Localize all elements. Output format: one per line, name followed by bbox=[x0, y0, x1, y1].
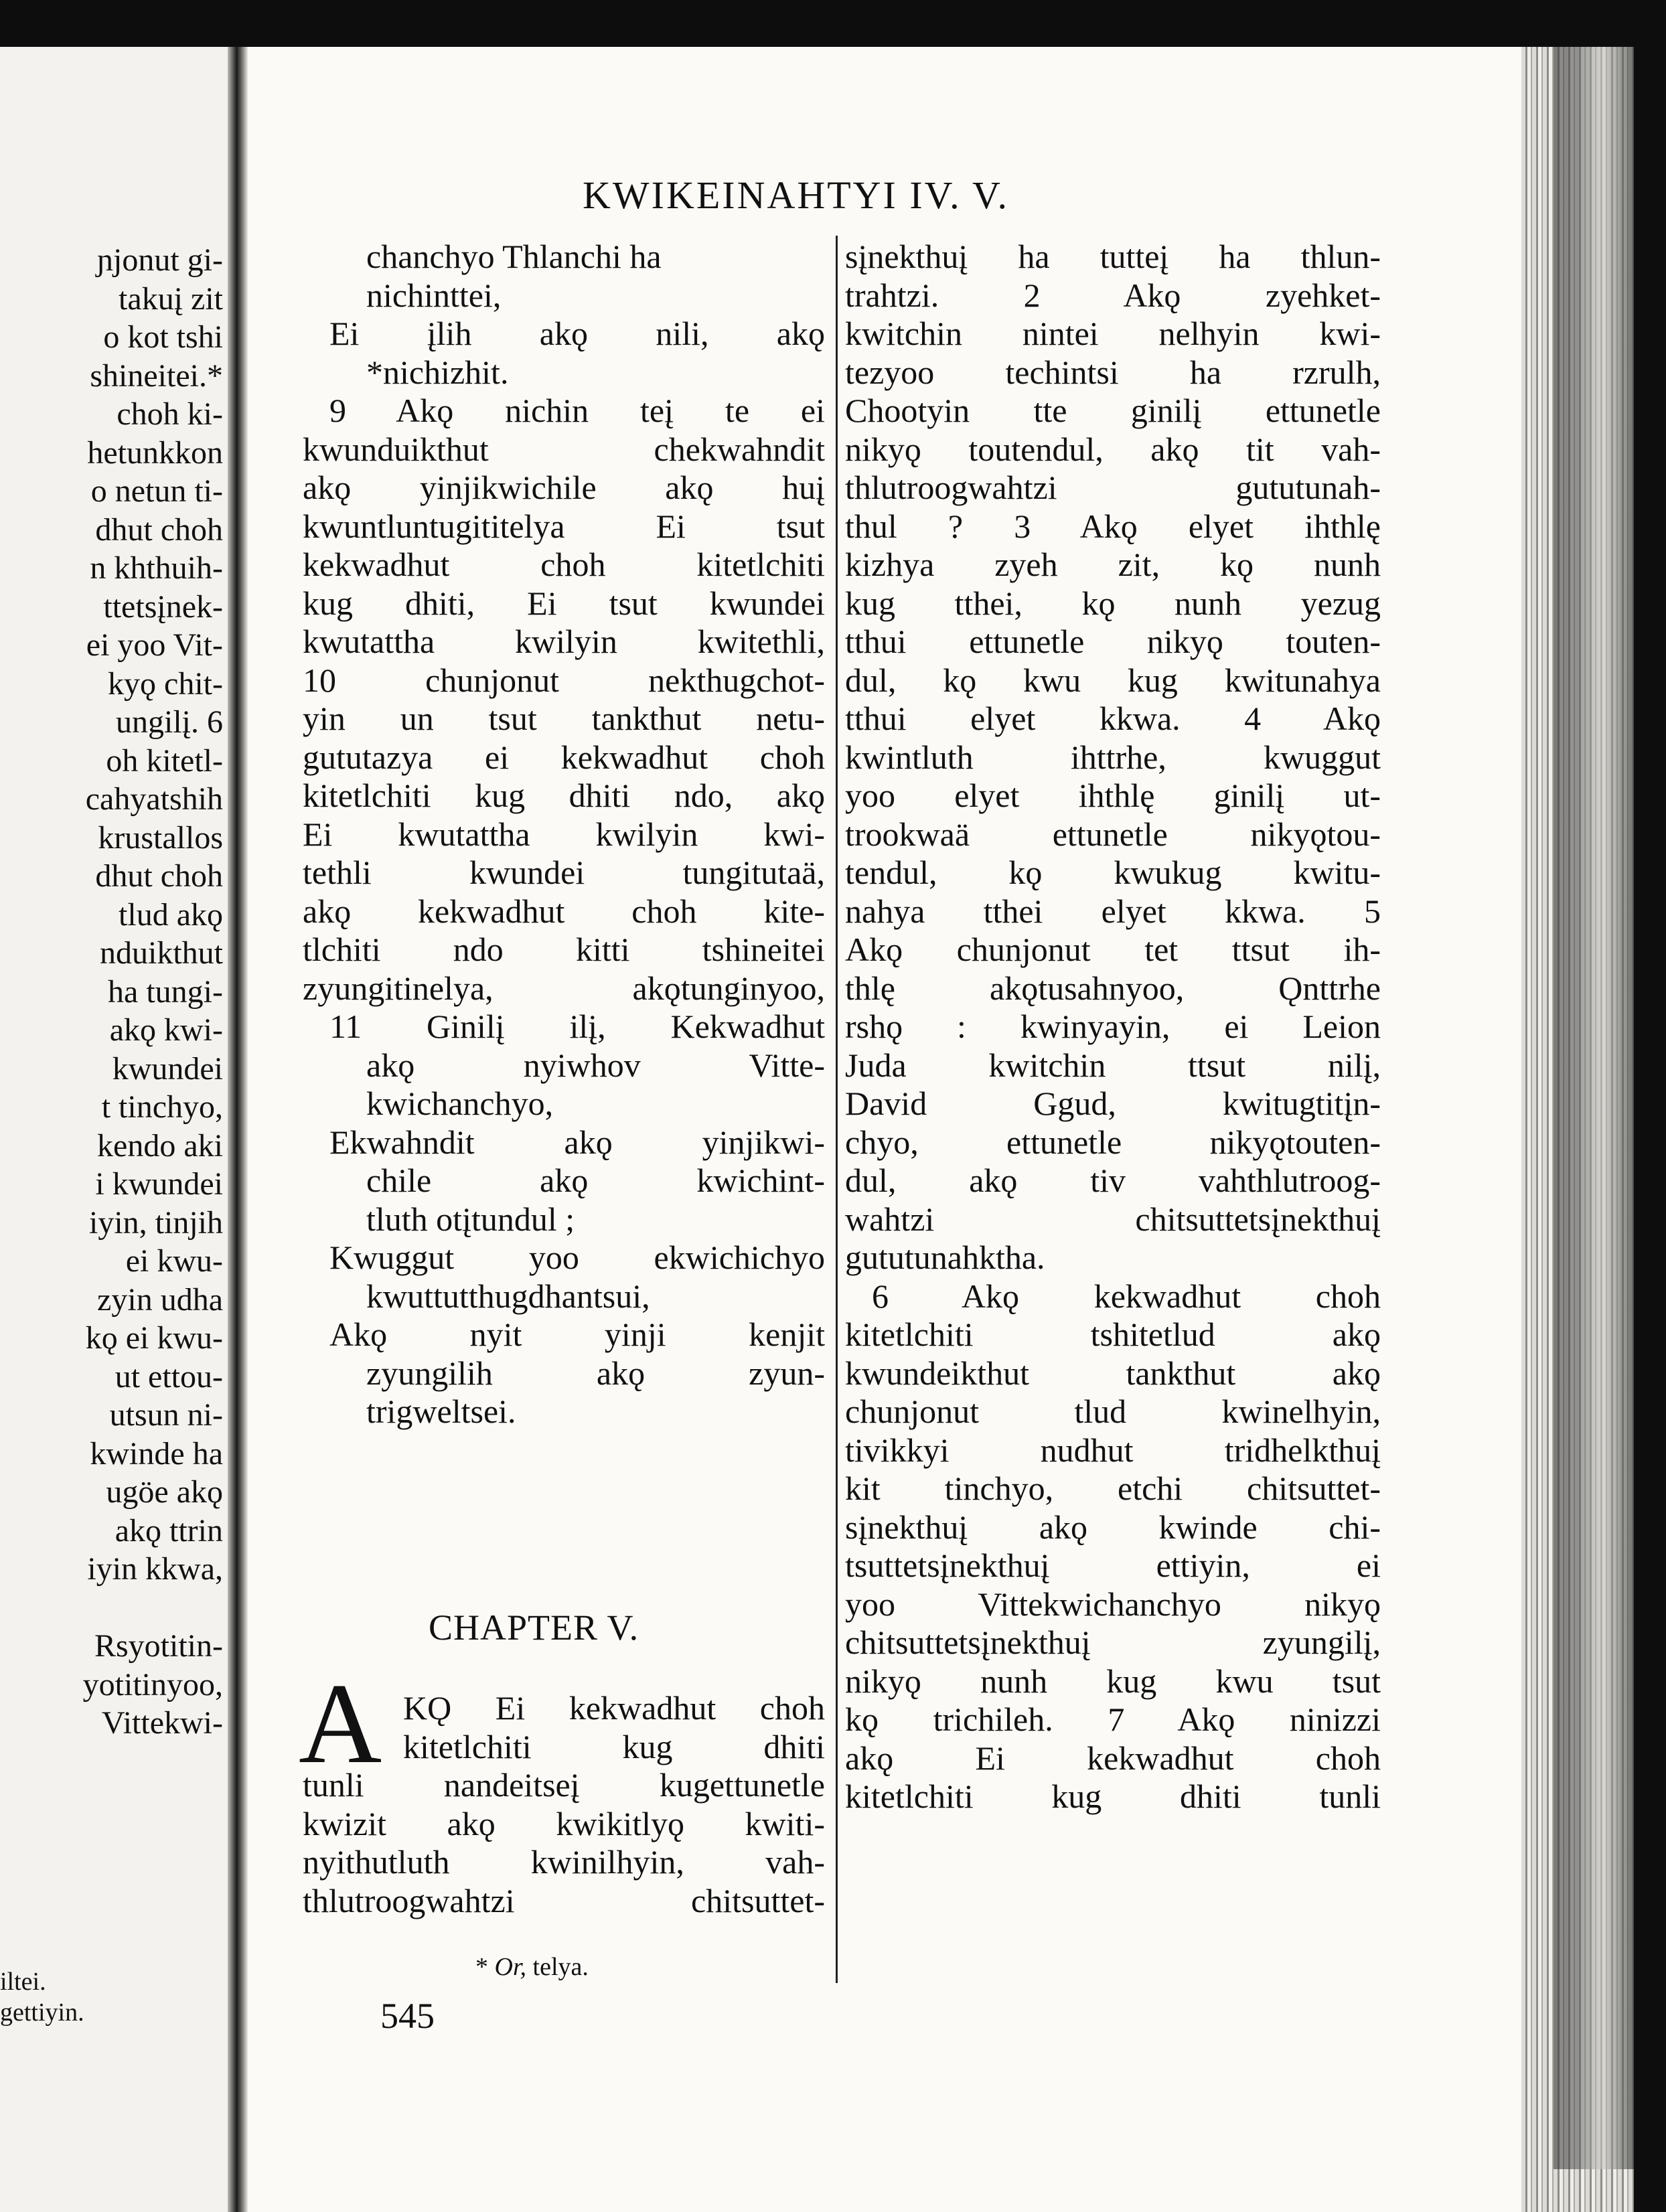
scan-border-top bbox=[0, 0, 1666, 47]
text-line: Rsyotitin- bbox=[94, 1628, 223, 1664]
text-line: 10 chunjonut nekthugchot- bbox=[303, 661, 825, 699]
text-line: chunjonut tlud kwinelhyin, bbox=[845, 1393, 1381, 1430]
text-line: kwizit akǫ kwikitlyǫ kwiti- bbox=[303, 1804, 825, 1842]
text-line: sįnekthuį ha tutteį ha thlun- bbox=[845, 238, 1381, 275]
text-line: Ekwahndit akǫ yinjikwi- bbox=[329, 1123, 825, 1161]
text-line: tsuttetsįnekthuį ettiyin, ei bbox=[845, 1547, 1381, 1584]
text-line: thlutroogwahtzi gututunah- bbox=[845, 469, 1381, 506]
text-line: rshǫ : kwinyayin, ei Leion bbox=[845, 1008, 1381, 1045]
text-line: ttetsįnek- bbox=[103, 588, 223, 625]
text-line: kǫ ei kwu- bbox=[85, 1320, 223, 1356]
text-line: Vittekwi- bbox=[101, 1705, 223, 1741]
text-line: kwutattha kwilyin kwitethli, bbox=[303, 623, 825, 660]
text-line: Chootyin tte ginilį ettunetle bbox=[845, 392, 1381, 429]
text-line: thlutroogwahtzi chitsuttet- bbox=[303, 1881, 825, 1919]
text-line: kwuntluntugititelya Ei tsut bbox=[303, 507, 825, 545]
text-line: choh ki- bbox=[117, 396, 223, 432]
text-line: takuį zit bbox=[119, 281, 223, 317]
text-line: Ei kwutattha kwilyin kwi- bbox=[303, 815, 825, 853]
text-line: ut ettou- bbox=[115, 1358, 223, 1395]
text-line: ɲjonut gi- bbox=[97, 242, 223, 278]
text-line: kitetlchiti kug dhiti bbox=[403, 1727, 825, 1765]
text-line: David Ggud, kwitugtitįn- bbox=[845, 1085, 1381, 1122]
text-line: dhut choh bbox=[95, 511, 223, 548]
text-line: tluth otįtundul ; bbox=[366, 1200, 575, 1238]
text-line: iyin kkwa, bbox=[87, 1551, 223, 1587]
text-line: gututunahktha. bbox=[845, 1239, 1045, 1276]
text-line: 11 Ginilį ilį, Kekwadhut bbox=[329, 1008, 825, 1045]
text-line: i kwundei bbox=[95, 1166, 223, 1202]
text-line: yoo elyet ihthlę ginilį ut- bbox=[845, 777, 1381, 814]
text-line: akǫ ttrin bbox=[115, 1512, 223, 1549]
text-line: tlchiti ndo kitti tshineitei bbox=[303, 931, 825, 968]
footnote bbox=[475, 1952, 589, 1982]
text-line: nichinttei, bbox=[366, 276, 502, 314]
text-line: ei yoo Vit- bbox=[86, 627, 223, 663]
text-line: zyungilih akǫ zyun- bbox=[366, 1354, 825, 1392]
text-line: *nichizhit. bbox=[366, 353, 509, 391]
page-edge-shadow bbox=[1554, 40, 1634, 2169]
text-line: kitetlchiti tshitetlud akǫ bbox=[845, 1316, 1381, 1353]
text-line: kwitchin nintei nelhyin kwi- bbox=[845, 315, 1381, 352]
scan-border-right bbox=[1634, 0, 1666, 2212]
text-line: kit tinchyo, etchi chitsuttet- bbox=[845, 1470, 1381, 1507]
text-line: zyin udha bbox=[97, 1281, 223, 1318]
facing-page-footnote-1: iltei. bbox=[0, 1968, 46, 1996]
text-line: yoo Vittekwichanchyo nikyǫ bbox=[845, 1585, 1381, 1623]
column-left bbox=[303, 238, 825, 1431]
text-line: KǪ Ei kekwadhut choh bbox=[403, 1689, 825, 1727]
text-line: hetunkkon bbox=[87, 434, 223, 471]
text-line: thlę akǫtusahnyoo, Ǫnttrhe bbox=[845, 969, 1381, 1007]
text-line bbox=[0, 1589, 223, 1628]
footnote-text: telya. bbox=[532, 1953, 589, 1981]
text-line: kizhya zyeh zit, kǫ nunh bbox=[845, 546, 1381, 583]
text-line: kwunduikthut chekwahndit bbox=[303, 430, 825, 468]
text-line: kekwadhut choh kitetlchiti bbox=[303, 546, 825, 583]
text-line: ha tungi- bbox=[108, 973, 223, 1010]
text-line: akǫ kekwadhut choh kite- bbox=[303, 892, 825, 930]
text-line: ugöe akǫ bbox=[106, 1474, 223, 1510]
text-line: kyǫ chit- bbox=[108, 665, 223, 702]
text-line: tivikkyi nudhut tridhelkthuį bbox=[845, 1431, 1381, 1469]
text-line: tezyoo techintsi ha rzrulh, bbox=[845, 353, 1381, 391]
text-line: nyithutluth kwinilhyin, vah- bbox=[303, 1843, 825, 1881]
text-line: akǫ nyiwhov Vitte- bbox=[366, 1046, 825, 1084]
text-line: iyin, tinjih bbox=[88, 1204, 223, 1241]
text-line: utsun ni- bbox=[109, 1397, 223, 1433]
text-line: akǫ Ei kekwadhut choh bbox=[845, 1739, 1381, 1777]
text-line: chyo, ettunetle nikyǫtouten- bbox=[845, 1123, 1381, 1161]
page-number: 545 bbox=[380, 1996, 435, 2036]
text-line: krustallos bbox=[98, 819, 223, 856]
text-line: chile akǫ kwichint- bbox=[366, 1162, 825, 1199]
column-rule bbox=[836, 236, 838, 1983]
text-line: kug dhiti, Ei tsut kwundei bbox=[303, 584, 825, 622]
text-line: 6 Akǫ kekwadhut choh bbox=[872, 1277, 1381, 1315]
text-line: tthui ettunetle nikyǫ touten- bbox=[845, 623, 1381, 660]
text-line: yotitinyoo, bbox=[82, 1666, 223, 1703]
text-line: 9 Akǫ nichin teį te ei bbox=[329, 392, 825, 429]
text-line: kwichanchyo, bbox=[366, 1085, 554, 1122]
text-line: Kwuggut yoo ekwichichyo bbox=[329, 1239, 825, 1276]
text-line: kitetlchiti kug dhiti ndo, akǫ bbox=[303, 777, 825, 814]
text-line: kwundei bbox=[112, 1050, 223, 1087]
text-line: tthui elyet kkwa. 4 Akǫ bbox=[845, 700, 1381, 737]
text-line: trigweltsei. bbox=[366, 1393, 516, 1430]
chapter-five-opening bbox=[303, 1689, 825, 1920]
text-line: tethli kwundei tungitutaä, bbox=[303, 854, 825, 891]
running-head: KWIKEINAHTYI IV. V. bbox=[583, 173, 1009, 217]
text-line: oh kitetl- bbox=[106, 742, 223, 779]
text-line: nahya tthei elyet kkwa. 5 bbox=[845, 892, 1381, 930]
text-line: tlud akǫ bbox=[119, 896, 223, 933]
text-line: kwintluth ihttrhe, kwuggut bbox=[845, 738, 1381, 776]
text-line: dul, akǫ tiv vahthlutroog- bbox=[845, 1162, 1381, 1199]
text-line: nikyǫ nunh kug kwu tsut bbox=[845, 1662, 1381, 1700]
text-line: akǫ kwi- bbox=[109, 1012, 223, 1048]
text-line: trahtzi. 2 Akǫ zyehket- bbox=[845, 276, 1381, 314]
book-gutter bbox=[228, 40, 248, 2212]
text-line: kwuttutthugdhantsui, bbox=[366, 1277, 650, 1315]
text-line: o netun ti- bbox=[90, 473, 223, 509]
text-line: cahyatshih bbox=[85, 781, 223, 817]
text-line: kwundeikthut tankthut akǫ bbox=[845, 1354, 1381, 1392]
text-line: chanchyo Thlanchi ha bbox=[366, 238, 662, 275]
footnote-mark: * bbox=[475, 1953, 488, 1981]
chapter-heading: CHAPTER V. bbox=[429, 1607, 639, 1648]
facing-page-footnote-2: gettiyin. bbox=[0, 1998, 84, 2027]
text-line: ungilį. 6 bbox=[115, 704, 223, 740]
column-right bbox=[845, 238, 1381, 1816]
text-line: gututazya ei kekwadhut choh bbox=[303, 738, 825, 776]
text-line: t tinchyo, bbox=[101, 1089, 223, 1125]
text-line: kǫ trichileh. 7 Akǫ ninizzi bbox=[845, 1701, 1381, 1738]
text-line: dhut choh bbox=[95, 858, 223, 894]
text-line: ei kwu- bbox=[125, 1243, 223, 1279]
text-line: kitetlchiti kug dhiti tunli bbox=[845, 1778, 1381, 1815]
text-line: kwinde ha bbox=[90, 1435, 223, 1472]
text-line: yin un tsut tankthut netu- bbox=[303, 700, 825, 737]
text-line: thul ? 3 Akǫ elyet ihthlę bbox=[845, 507, 1381, 545]
text-line: Akǫ chunjonut tet ttsut ih- bbox=[845, 931, 1381, 968]
text-line: chitsuttetsįnekthuį zyungilį, bbox=[845, 1624, 1381, 1661]
drop-cap: A bbox=[299, 1660, 382, 1788]
text-line: nduikthut bbox=[99, 935, 223, 971]
text-line: dul, kǫ kwu kug kwitunahya bbox=[845, 661, 1381, 699]
text-line: kug tthei, kǫ nunh yezug bbox=[845, 584, 1381, 622]
text-line: tendul, kǫ kwukug kwitu- bbox=[845, 854, 1381, 891]
text-line: Juda kwitchin ttsut nilį, bbox=[845, 1046, 1381, 1084]
text-line: kendo aki bbox=[97, 1127, 223, 1164]
text-line: Akǫ nyit yinji kenjit bbox=[329, 1316, 825, 1353]
text-line: akǫ yinjikwichile akǫ huį bbox=[303, 469, 825, 506]
text-line: trookwaä ettunetle nikyǫtou- bbox=[845, 815, 1381, 853]
text-line: tunli nandeitseį kugettunetle bbox=[303, 1766, 825, 1804]
text-line: sįnekthuį akǫ kwinde chi- bbox=[845, 1508, 1381, 1546]
text-line: nikyǫ toutendul, akǫ tit vah- bbox=[845, 430, 1381, 468]
text-line: shineitei.* bbox=[90, 358, 223, 394]
text-line: n khthuih- bbox=[90, 550, 223, 586]
text-line: wahtzi chitsuttetsįnekthuį bbox=[845, 1200, 1381, 1238]
text-line: o kot tshi bbox=[103, 319, 223, 355]
text-line: zyungitinelya, akǫtunginyoo, bbox=[303, 969, 825, 1007]
footnote-ref: Or, bbox=[494, 1953, 527, 1981]
facing-page-text bbox=[0, 241, 223, 1743]
text-line: Ei įlih akǫ nili, akǫ bbox=[329, 315, 825, 352]
